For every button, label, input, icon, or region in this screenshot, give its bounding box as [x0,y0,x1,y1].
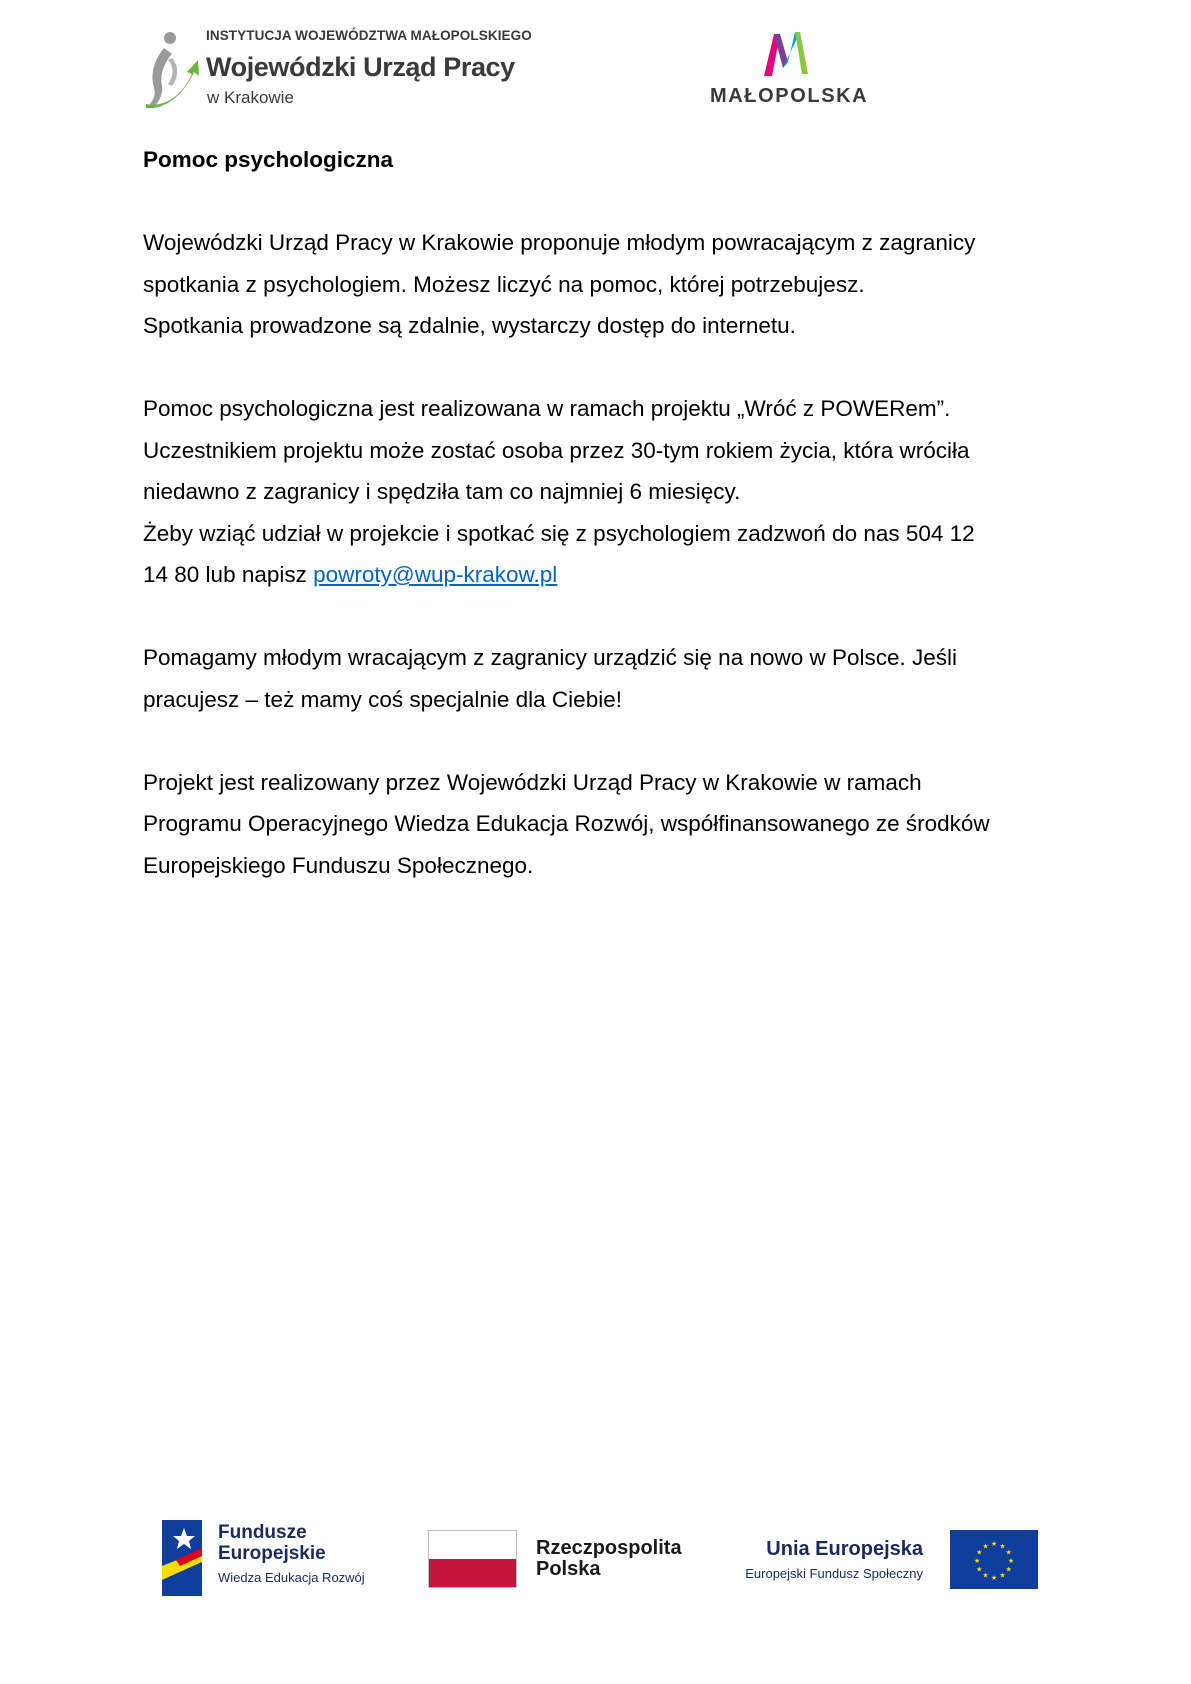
paragraph-intro [143,222,1073,347]
polish-flag-icon [428,1530,517,1588]
document-body [143,139,1073,928]
text-line: Projekt jest realizowany przez Wojewódzki Urząd Pracy w Krakowie w ramach [143,769,922,795]
svg-text:★: ★ [976,1565,983,1574]
fundusze-label-line1: Fundusze [218,1522,307,1543]
paragraph-funding [143,762,1073,887]
svg-text:★: ★ [973,1557,981,1565]
wup-runner-icon [144,30,200,110]
unia-europejska-logo [738,1530,1038,1592]
text-line: Pomagamy młodym wracającym z zagranicy urządzić się na nowo w Polsce. Jeśli [143,645,958,670]
text-line: Spotkania prowadzone są zdalnie, wystarczy dostęp do internetu. [143,313,796,338]
text-line: Europejskiego Funduszu Społecznego. [143,852,534,878]
paragraph-project [143,388,1073,596]
text-line: Pomoc psychologiczna jest realizowana w ramach projektu „Wróć z POWERem”. [143,396,951,421]
paragraph-help [143,637,1073,720]
wup-institution-label: INSTYTUCJA WOJEWÓDZTWA MAŁOPOLSKIEGO [206,28,532,43]
text-line: Programu Operacyjnego Wiedza Edukacja Rozwój, współfinansowanego ze środków [143,811,990,836]
fundusze-label-line2: Europejskie [218,1543,326,1564]
fundusze-europejskie-icon [162,1520,202,1596]
eu-flag-icon [950,1530,1038,1589]
malopolska-label: MAŁOPOLSKA [710,85,869,107]
svg-text:★: ★ [982,1542,989,1551]
fundusze-label-line3: Wiedza Edukacja Rozwój [218,1570,365,1585]
svg-text:★: ★ [1005,1565,1012,1574]
text-line: pracujesz – też mamy coś specjalnie dla Ciebie! [143,686,622,712]
svg-text:★: ★ [982,1571,989,1580]
rp-label-line2: Polska [536,1558,601,1580]
ue-label-line1: Unia Europejska [766,1538,923,1560]
ue-label-line2: Europejski Fundusz Społeczny [745,1566,923,1581]
svg-text:★: ★ [976,1548,983,1557]
text-line: Żeby wziąć udział w projekcie i spotkać się z psychologiem zadzwoń do nas 504 12 [143,520,975,546]
rzeczpospolita-polska-logo [428,1530,718,1592]
svg-text:★: ★ [990,1540,998,1548]
svg-text:★: ★ [990,1574,998,1582]
text-line: niedawno z zagranicy i spędziła tam co najmniej 6 miesięcy. [143,479,741,504]
text-line: spotkania z psychologiem. Możesz liczyć na pomoc, której potrzebujesz. [143,271,865,297]
contact-prefix: 14 80 lub napisz [143,562,314,587]
malopolska-logo [700,28,870,108]
rp-label-line1: Rzeczpospolita [536,1537,682,1559]
text-line [143,554,1073,596]
wup-name-label: Wojewódzki Urząd Pracy [206,52,515,82]
wup-city-label: w Krakowie [207,88,294,107]
wup-logo [144,26,544,110]
svg-text:★: ★ [1005,1548,1012,1557]
svg-text:★: ★ [999,1542,1006,1551]
text-line: Uczestnikiem projektu może zostać osoba przez 30-tym rokiem życia, która wróciła [143,437,970,463]
fundusze-europejskie-logo [162,1520,392,1600]
email-link[interactable]: powroty@wup-krakow.pl [313,562,558,587]
text-line: Wojewódzki Urząd Pracy w Krakowie proponuje młodym powracającym z zagranicy [143,230,976,255]
page-title: Pomoc psychologiczna [143,147,394,172]
malopolska-m-icon [762,28,810,78]
svg-text:★: ★ [999,1571,1006,1580]
svg-text:★: ★ [1007,1557,1015,1565]
